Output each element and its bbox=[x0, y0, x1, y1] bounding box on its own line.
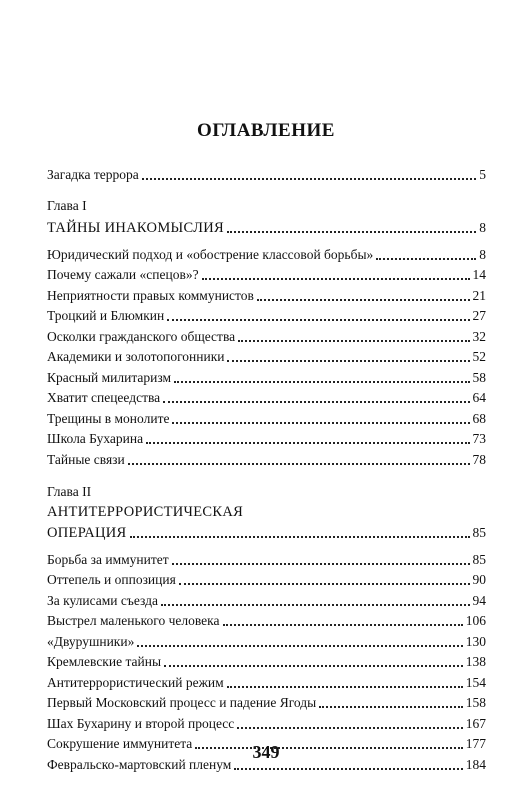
toc-entry[interactable] bbox=[47, 651, 486, 672]
toc-entry-page: 8 bbox=[479, 246, 486, 262]
toc-entry[interactable] bbox=[47, 630, 486, 651]
toc-entry-page: 21 bbox=[472, 287, 486, 303]
toc-entry[interactable] bbox=[47, 448, 486, 469]
page-number: 349 bbox=[252, 742, 280, 762]
toc-entry[interactable] bbox=[47, 264, 486, 285]
toc-entry-page: 52 bbox=[472, 349, 486, 364]
dot-leader bbox=[142, 178, 476, 180]
toc-entry-label: Шах Бухарину и второй процесс bbox=[47, 715, 235, 731]
toc-entry-label: Юридический подход и «обострение классовой борьбы» bbox=[47, 246, 374, 262]
toc-entry-page: 73 bbox=[472, 431, 486, 446]
toc-entry[interactable] bbox=[47, 589, 486, 610]
toc-part-1[interactable] bbox=[47, 217, 486, 238]
toc-entry[interactable] bbox=[47, 712, 486, 733]
dot-leader bbox=[227, 360, 469, 362]
toc-part-page: 85 bbox=[472, 525, 486, 540]
toc-entry-page: 167 bbox=[465, 715, 486, 731]
toc-entry-page: 158 bbox=[465, 695, 486, 710]
toc-part-label: ТАЙНЫ ИНАКОМЫСЛИЯ bbox=[47, 220, 224, 236]
toc-entry-page: 78 bbox=[472, 451, 486, 467]
toc-part-2-line1: АНТИТЕРРОРИСТИЧЕСКАЯ bbox=[47, 503, 244, 520]
dot-leader bbox=[319, 706, 463, 708]
dot-leader bbox=[174, 381, 469, 383]
page-title: ОГЛАВЛЕНИЕ bbox=[197, 120, 335, 141]
dot-leader bbox=[161, 604, 470, 606]
chapter-2-sections bbox=[47, 548, 486, 774]
toc-entry-page: 32 bbox=[472, 328, 486, 344]
toc-entry-page: 64 bbox=[472, 390, 486, 405]
dot-leader bbox=[237, 727, 462, 729]
toc-entry-label: Троцкий и Блюмкин bbox=[47, 308, 165, 323]
dot-leader bbox=[163, 401, 469, 403]
toc-entry[interactable] bbox=[47, 692, 486, 713]
toc-entry[interactable] bbox=[47, 548, 486, 569]
toc-entry-page: 94 bbox=[472, 592, 486, 608]
toc-entry-page: 154 bbox=[465, 674, 486, 690]
toc-entry-page: 68 bbox=[472, 410, 486, 426]
chapter-2-label: Глава II bbox=[47, 483, 92, 499]
toc-entry[interactable] bbox=[47, 346, 486, 367]
toc-entry-label: Хватит спецеедства bbox=[47, 390, 161, 405]
table-of-contents bbox=[47, 163, 486, 774]
toc-entry-page: 138 bbox=[465, 654, 486, 669]
toc-entry[interactable] bbox=[47, 284, 486, 305]
dot-leader bbox=[234, 768, 462, 770]
toc-entry-page: 58 bbox=[472, 369, 486, 385]
dot-leader bbox=[172, 563, 470, 565]
dot-leader bbox=[179, 583, 470, 585]
toc-entry-intro[interactable] bbox=[47, 163, 486, 184]
toc-entry[interactable] bbox=[47, 366, 486, 387]
toc-entry[interactable] bbox=[47, 407, 486, 428]
toc-entry-label: Неприятности правых коммунистов bbox=[47, 287, 254, 303]
toc-entry-label: Сокрушение иммунитета bbox=[47, 736, 193, 751]
toc-entry[interactable] bbox=[47, 610, 486, 631]
toc-part-page: 8 bbox=[479, 220, 486, 235]
toc-entry-label: Загадка террора bbox=[47, 166, 139, 182]
chapter-1-label: Глава I bbox=[47, 197, 87, 213]
toc-entry[interactable] bbox=[47, 325, 486, 346]
toc-entry-label: За кулисами съезда bbox=[47, 592, 158, 608]
toc-entry-page: 5 bbox=[479, 166, 486, 182]
toc-entry-label: Тайные связи bbox=[47, 451, 125, 467]
toc-entry-label: Антитеррористический режим bbox=[47, 674, 224, 690]
toc-entry[interactable] bbox=[47, 243, 486, 264]
toc-entry-label: Красный милитаризм bbox=[47, 369, 172, 385]
toc-entry-label: Оттепель и оппозиция bbox=[47, 572, 176, 587]
dot-leader bbox=[172, 422, 469, 424]
toc-entry-label: Академики и золотопогонники bbox=[47, 349, 225, 364]
dot-leader bbox=[257, 299, 470, 301]
toc-entry-page: 90 bbox=[472, 572, 486, 587]
toc-entry-label: «Двурушники» bbox=[47, 633, 135, 649]
toc-part-label: ОПЕРАЦИЯ bbox=[47, 525, 127, 541]
toc-entry[interactable] bbox=[47, 671, 486, 692]
toc-entry-label: Выстрел маленького человека bbox=[47, 613, 220, 628]
toc-entry-label: Почему сажали «спецов»? bbox=[47, 267, 199, 282]
toc-entry-page: 177 bbox=[465, 736, 486, 751]
toc-part-2[interactable] bbox=[47, 522, 486, 543]
dot-leader bbox=[164, 665, 463, 667]
dot-leader bbox=[227, 231, 476, 233]
toc-entry[interactable] bbox=[47, 305, 486, 326]
toc-entry-label: Трещины в монолите bbox=[47, 410, 170, 426]
toc-entry-page: 184 bbox=[465, 756, 486, 772]
dot-leader bbox=[130, 536, 470, 538]
toc-entry[interactable] bbox=[47, 569, 486, 590]
toc-entry[interactable] bbox=[47, 387, 486, 408]
toc-entry-label: Первый Московский процесс и падение Ягоды bbox=[47, 695, 317, 710]
dot-leader bbox=[167, 319, 469, 321]
toc-entry-page: 14 bbox=[472, 267, 486, 282]
chapter-1-sections bbox=[47, 243, 486, 469]
dot-leader bbox=[376, 258, 476, 260]
toc-entry-page: 27 bbox=[472, 308, 486, 323]
dot-leader bbox=[202, 278, 470, 280]
dot-leader bbox=[238, 340, 469, 342]
toc-entry-label: Февральско-мартовский пленум bbox=[47, 756, 232, 772]
dot-leader bbox=[227, 686, 463, 688]
toc-entry[interactable] bbox=[47, 428, 486, 449]
dot-leader bbox=[223, 624, 463, 626]
toc-entry-label: Школа Бухарина bbox=[47, 431, 144, 446]
toc-entry-label: Кремлевские тайны bbox=[47, 654, 162, 669]
dot-leader bbox=[128, 463, 470, 465]
toc-entry-label: Борьба за иммунитет bbox=[47, 551, 169, 567]
toc-entry-label: Осколки гражданского общества bbox=[47, 328, 236, 344]
toc-entry-page: 130 bbox=[465, 633, 486, 649]
toc-entry-page: 106 bbox=[465, 613, 486, 628]
dot-leader bbox=[137, 645, 462, 647]
dot-leader bbox=[146, 442, 469, 444]
toc-entry-page: 85 bbox=[472, 551, 486, 567]
